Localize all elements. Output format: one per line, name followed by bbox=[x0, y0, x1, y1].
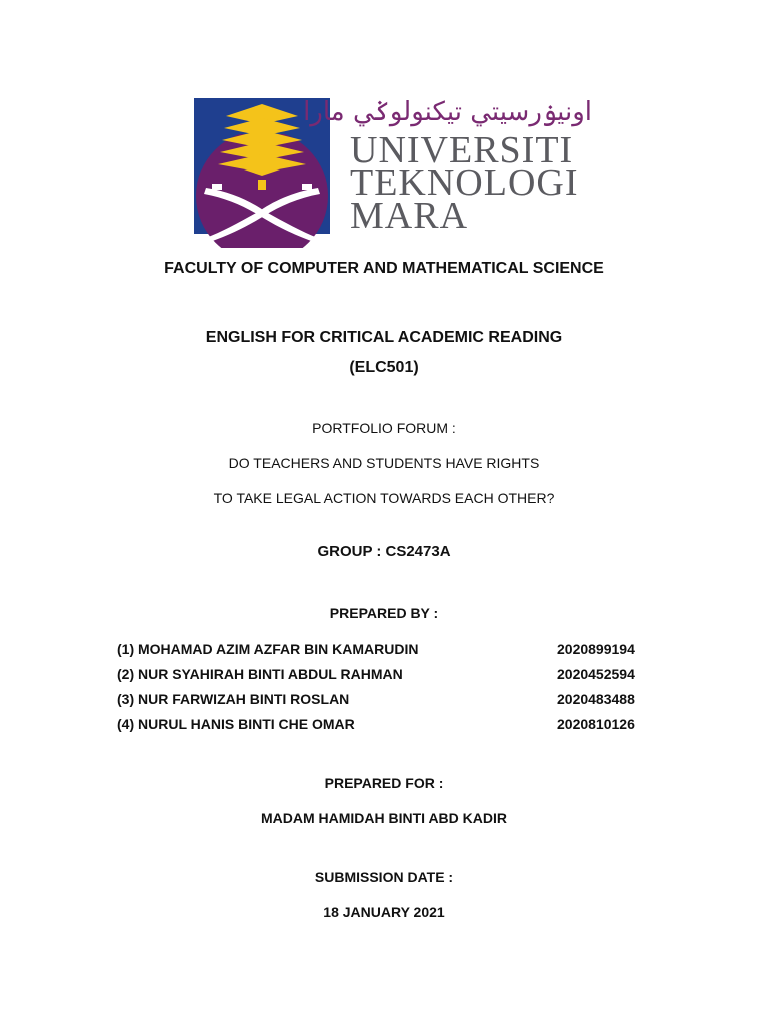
course-code: (ELC501) bbox=[349, 359, 419, 376]
logo-wordmark-line3: MARA bbox=[350, 195, 469, 237]
member-name: (3) NUR FARWIZAH BINTI ROSLAN bbox=[117, 691, 350, 707]
logo-wordmark-line1: UNIVERSITI bbox=[350, 129, 574, 171]
topic-line-1: DO TEACHERS AND STUDENTS HAVE RIGHTS bbox=[228, 455, 540, 471]
member-id: 2020899194 bbox=[557, 641, 635, 657]
course-title: ENGLISH FOR CRITICAL ACADEMIC READING bbox=[205, 329, 563, 346]
lecturer-name: MADAM HAMIDAH BINTI ABD KADIR bbox=[260, 810, 507, 826]
prepared-by-label: PREPARED BY : bbox=[329, 605, 439, 621]
member-id: 2020452594 bbox=[557, 666, 635, 682]
submission-label: SUBMISSION DATE : bbox=[314, 869, 454, 885]
member-name: (2) NUR SYAHIRAH BINTI ABDUL RAHMAN bbox=[117, 666, 403, 682]
member-id: 2020810126 bbox=[557, 716, 635, 732]
logo-jawi-text: اونيۏرسيتي تيكنولوݢي مارا bbox=[303, 97, 592, 127]
logo-wordmark-line2: TEKNOLOGI bbox=[350, 162, 579, 204]
prepared-for-label: PREPARED FOR : bbox=[324, 775, 444, 791]
submission-date: 18 JANUARY 2021 bbox=[323, 904, 445, 920]
faculty-name: FACULTY OF COMPUTER AND MATHEMATICAL SCIENCE bbox=[164, 260, 604, 277]
topic-line-2: TO TAKE LEGAL ACTION TOWARDS EACH OTHER? bbox=[213, 490, 555, 506]
portfolio-label: PORTFOLIO FORUM : bbox=[312, 420, 456, 436]
member-name: (4) NURUL HANIS BINTI CHE OMAR bbox=[117, 716, 355, 732]
member-name: (1) MOHAMAD AZIM AZFAR BIN KAMARUDIN bbox=[117, 641, 419, 657]
member-id: 2020483488 bbox=[557, 691, 635, 707]
group-code: GROUP : CS2473A bbox=[317, 543, 451, 560]
